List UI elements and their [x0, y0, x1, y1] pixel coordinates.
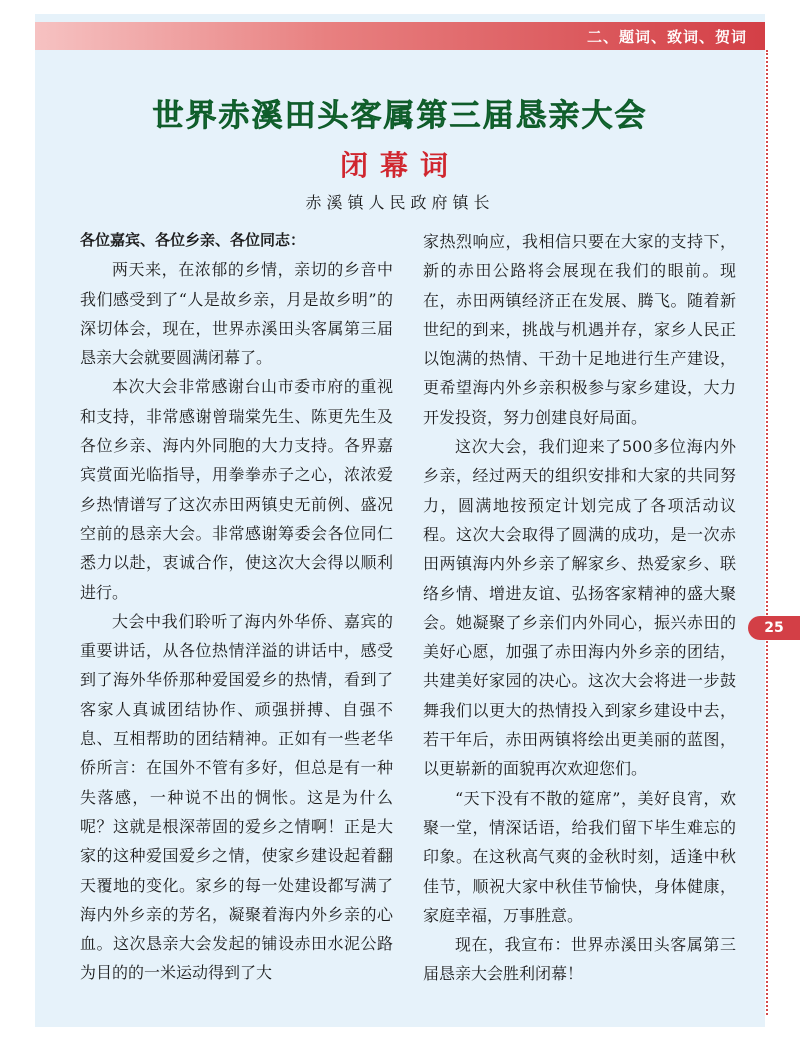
paragraph-continuation: 家热烈响应，我相信只要在大家的支持下，新的赤田公路将会展现在我们的眼前。现在，赤田两镇经济正在发展、腾飞。随着新世纪的到来，挑战与机遇并存，家乡人民正以饱满的热情、干劲十足地进行生产建设，更希望海内外乡亲积极参与家乡建设，大力开发投资，努力创建良好局面。 [423, 232, 736, 427]
page-number-tab [748, 616, 800, 640]
greeting: 各位嘉宾、各位乡亲、各位同志： [80, 231, 306, 249]
paragraph: 现在，我宣布：世界赤溪田头客属第三届恳亲大会胜利闭幕！ [423, 935, 736, 984]
paragraph: 本次大会非常感谢台山市委市府的重视和支持，非常感谢曾瑞棠先生、陈更先生及各位乡亲、海内外同胞的大力支持。各界嘉宾赏面光临指导，用拳拳赤子之心，浓浓爱乡热情谱写了这次赤田两镇史无前例、盛况空前的恳亲大会。非常感谢筹委会各位同仁悉力以赴，衷诚合作，使这次大会得以顺利进行。 [80, 377, 393, 602]
section-title: 二、题词、致词、贺词 [586, 28, 747, 46]
author-line: 赤溪镇人民政府镇长 [305, 193, 495, 212]
paragraph: 大会中我们聆听了海内外华侨、嘉宾的重要讲话，从各位热情洋溢的讲话中，感受到了海外华侨那种爱国爱乡的热情，看到了客家人真诚团结协作、顽强拼搏、自强不息、互相帮助的团结精神。正如有一些老华侨所言：在国外不管有多好，但总是有一种失落感，一种说不出的惆怅。这是为什么呢？这就是根深蒂固的爱乡之情啊！正是大家的这种爱国爱乡之情，使家乡建设起着翻天覆地的变化。家乡的每一处建设都写满了海内外乡亲的芳名，凝聚着海内外乡亲的心血。这次恳亲大会发起的铺设赤田水泥公路为目的的一米运动得到了大 [80, 611, 393, 983]
document-title: 世界赤溪田头客属第三届恳亲大会 [152, 98, 648, 134]
left-column [80, 226, 393, 988]
margin-dotted-line [766, 50, 768, 1015]
paragraph: 这次大会，我们迎来了500多位海内外乡亲，经过两天的组织安排和大家的共同努力，圆满地按预定计划完成了各项活动议程。这次大会取得了圆满的成功，是一次赤田两镇海内外乡亲了解家乡、热爱家乡、联络乡情、增进友谊、弘扬客家精神的盛大聚会。她凝聚了乡亲们内外同心，振兴赤田的美好心愿，加强了赤田海内外乡亲的团结，共建美好家园的决心。这次大会将进一步鼓舞我们以更大的热情投入到家乡建设中去，若干年后，赤田两镇将绘出更美丽的蓝图，以更崭新的面貌再次欢迎您们。 [423, 437, 736, 779]
paragraph: 两天来，在浓郁的乡情，亲切的乡音中我们感受到了“人是故乡亲，月是故乡明”的深切体会，现在，世界赤溪田头客属第三届恳亲大会就要圆满闭幕了。 [80, 260, 393, 368]
document-subtitle: 闭幕词 [339, 149, 460, 182]
right-column [423, 227, 736, 989]
page-number: 25 [764, 620, 784, 636]
paragraph: “天下没有不散的筵席”，美好良宵，欢聚一堂，情深话语，给我们留下毕生难忘的印象。在这秋高气爽的金秋时刻，适逢中秋佳节，顺祝大家中秋佳节愉快，身体健康，家庭幸福，万事胜意。 [423, 788, 736, 925]
section-header-bar [35, 22, 765, 50]
